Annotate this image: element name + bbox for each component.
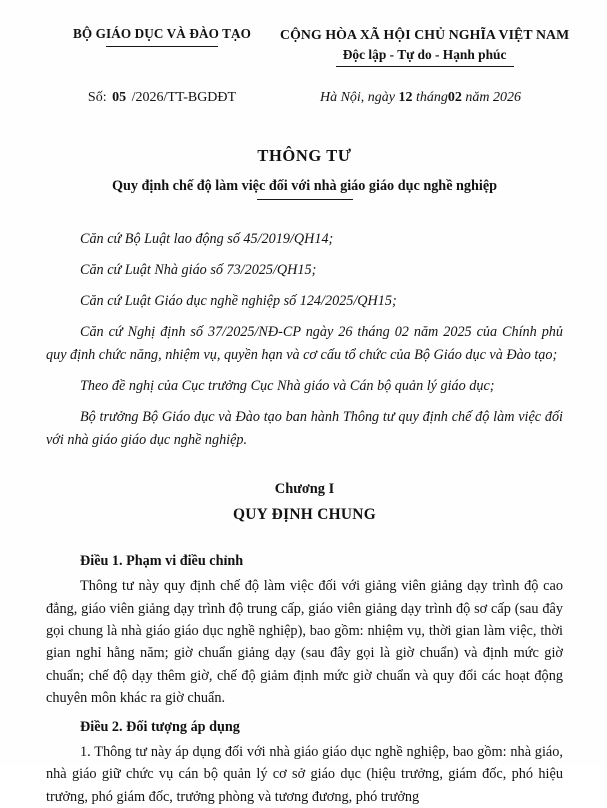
article-heading: Điều 2. Đối tượng áp dụng [80,718,240,735]
document-title-block [46,146,563,200]
nation-name: CỘNG HÒA XÃ HỘI CHỦ NGHĨA VIỆT NAM [280,27,570,42]
article-2 [46,717,563,808]
issue-month: 02 [447,89,462,105]
year-label: năm [465,89,490,105]
document-number [46,90,278,106]
article-body: 1. Thông tư này áp dụng đối với nhà giáo giáo dục nghề nghiệp, bao gồm: nhà giáo, nhà giáo giữ chức vụ cán bộ quản lý cơ sở giáo dục (hiệu trưởng, giám đốc, phó hiệu trưởng, phó giám đốc, trưởng phòng và tương đương, phó trưởng [46,743,563,805]
national-motto: Độc lập - Tự do - Hạnh phúc [342,47,507,63]
articles-section [46,551,563,808]
chapter-number: Chương I [274,481,335,498]
document-number-suffix: /2026/TT-BGDĐT [131,89,237,105]
chapter-name: QUY ĐỊNH CHUNG [232,506,376,524]
document-masthead [46,26,570,67]
issue-place-prefix: Hà Nội, ngày [319,89,396,105]
document-subject-title: Quy định chế độ làm việc đối với nhà giáo giáo dục nghề nghiệp [111,177,498,194]
issue-date [278,90,563,106]
month-label: tháng [416,89,448,105]
number-and-date-line [46,90,563,106]
document-number-label: Số: [87,89,107,105]
national-heading-block [278,26,569,67]
motto-underline [336,66,514,67]
document-number-value: 05 [112,89,127,105]
preamble-clause: Bộ trưởng Bộ Giáo dục và Đào tạo ban hành Thông tư quy định chế độ làm việc đối với nhà giáo giáo dục nghề nghiệp. [46,409,563,449]
article-1 [46,551,563,709]
issue-day: 12 [398,89,413,105]
issue-year: 2026 [493,89,522,105]
chapter-heading-block [46,481,563,524]
issuing-authority-name: BỘ GIÁO DỤC VÀ ĐÀO TẠO [73,26,251,41]
article-heading: Điều 1. Phạm vi điều chỉnh [80,553,244,570]
preamble-clause: Theo đề nghị của Cục trưởng Cục Nhà giáo và Cán bộ quản lý giáo dục; [80,378,495,395]
authority-underline [106,46,218,47]
preamble-section [46,228,563,452]
title-underline [257,199,353,200]
article-body: Thông tư này quy định chế độ làm việc đối với giảng viên giảng dạy trình độ cao đẳng, giáo viên giảng dạy trình độ trung cấp, giáo viên giảng dạy trình độ sơ cấp (sau đây gọi chung là nhà giáo giáo dục nghề nghiệp), bao gồm: nhiệm vụ, thời gian làm việc, thời gian nghỉ hằng năm; giờ chuẩn giảng dạy (sau đây gọi là giờ chuẩn) và định mức giờ chuẩn; chế độ dạy thêm giờ, chế độ giảm định mức giờ chuẩn và quy đổi các hoạt động chuyên môn khác ra giờ chuẩn. [46,578,563,707]
preamble-clause: Căn cứ Nghị định số 37/2025/NĐ-CP ngày 26 tháng 02 năm 2025 của Chính phủ quy định chức năng, nhiệm vụ, quyền hạn và cơ cấu tổ chức của Bộ Giáo dục và Đào tạo; [46,324,563,364]
document-type-title: THÔNG TƯ [257,145,352,165]
issuing-authority-block [46,26,278,47]
preamble-clause: Căn cứ Luật Nhà giáo số 73/2025/QH15; [80,262,317,279]
preamble-clause: Căn cứ Luật Giáo dục nghề nghiệp số 124/2025/QH15; [80,293,397,310]
preamble-clause: Căn cứ Bộ Luật lao động số 45/2019/QH14; [80,231,334,248]
